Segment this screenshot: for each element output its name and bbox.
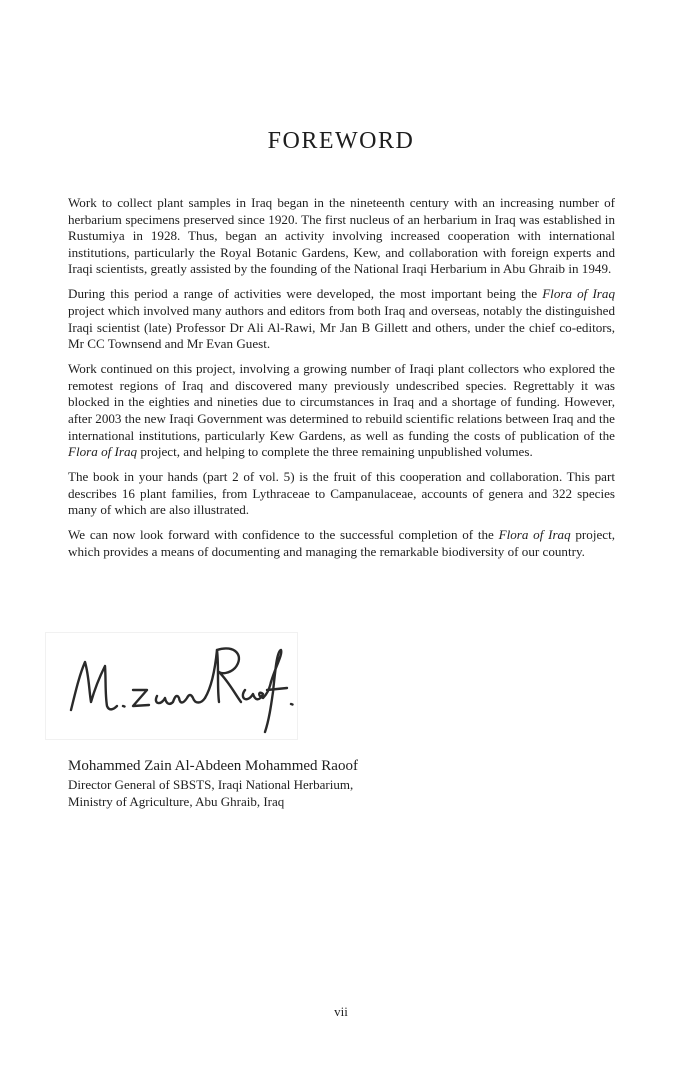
paragraph-5 xyxy=(68,527,615,560)
flora-of-iraq-italic: Flora of Iraq xyxy=(68,444,138,460)
flora-of-iraq-italic: Flora of Iraq xyxy=(542,286,615,302)
page-title: FOREWORD xyxy=(267,128,415,154)
paragraph-4-text: The book in your hands (part 2 of vol. 5) is the fruit of this cooperation and collaboration. This part describes 16 plant families, from Lythraceae to Campanulaceae, accounts of genera and 322 species many of which are also illustrated. xyxy=(68,469,615,518)
paragraph-1-text: Work to collect plant samples in Iraq began in the nineteenth century with an increasing number of herbarium specimens preserved since 1920. The first nucleus of an herbarium in Iraq was established in Rustumiya in 1928. Thus, began an activity involving increased cooperation with international institutions, particularly the Royal Botanic Gardens, Kew, and collaboration with foreign experts and Iraqi scientists, greatly assisted by the founding of the National Iraqi Herbarium in Abu Ghraib in 1949. xyxy=(68,195,615,277)
flora-of-iraq-italic: Flora of Iraq xyxy=(498,527,571,543)
paragraph-2-text-b: project which involved many authors and editors from both Iraq and overseas, notably the distinguished Iraqi scientist (late) Professor Dr Ali Al-Rawi, Mr Jan B Gillett and others, under the chief co-editors, Mr CC Townsend and Mr Evan Guest. xyxy=(68,302,615,352)
handwritten-signature xyxy=(45,632,298,740)
paragraph-2-text-a: During this period a range of activities were developed, the most important being the xyxy=(68,286,543,302)
signatory-title xyxy=(68,777,353,810)
paragraph-5-text-b: project, which provides a means of documenting and managing the remarkable biodiversity of our country. xyxy=(68,527,615,559)
foreword-body xyxy=(68,195,615,569)
signatory-name: Mohammed Zain Al-Abdeen Mohammed Raoof xyxy=(68,758,358,774)
paragraph-4 xyxy=(68,469,615,519)
page-number: vii xyxy=(334,1004,348,1019)
paragraph-3-text-a: Work continued on this project, involving a growing number of Iraqi plant collectors who explored the remotest regions of Iraq and discovered many previously undescribed species. Regrettably it was blocked in the eighties and nineties due to circumstances in Iraq and a shortage of funding. However, after 2003 the new Iraqi Government was determined to rebuild scientific relations between Iraq and the international institutions, particularly Kew Gardens, as well as funding the costs of publication of the xyxy=(68,361,615,443)
paragraph-1 xyxy=(68,195,615,278)
paragraph-3 xyxy=(68,361,615,461)
paragraph-3-text-b: project, and helping to complete the three remaining unpublished volumes. xyxy=(137,444,533,460)
signatory-title-line-1: Director General of SBSTS, Iraqi National Herbarium, xyxy=(68,777,354,792)
paragraph-5-text-a: We can now look forward with confidence to the successful completion of the xyxy=(68,527,499,543)
signatory-title-line-2: Ministry of Agriculture, Abu Ghraib, Iraq xyxy=(68,793,285,809)
paragraph-2 xyxy=(68,286,615,352)
